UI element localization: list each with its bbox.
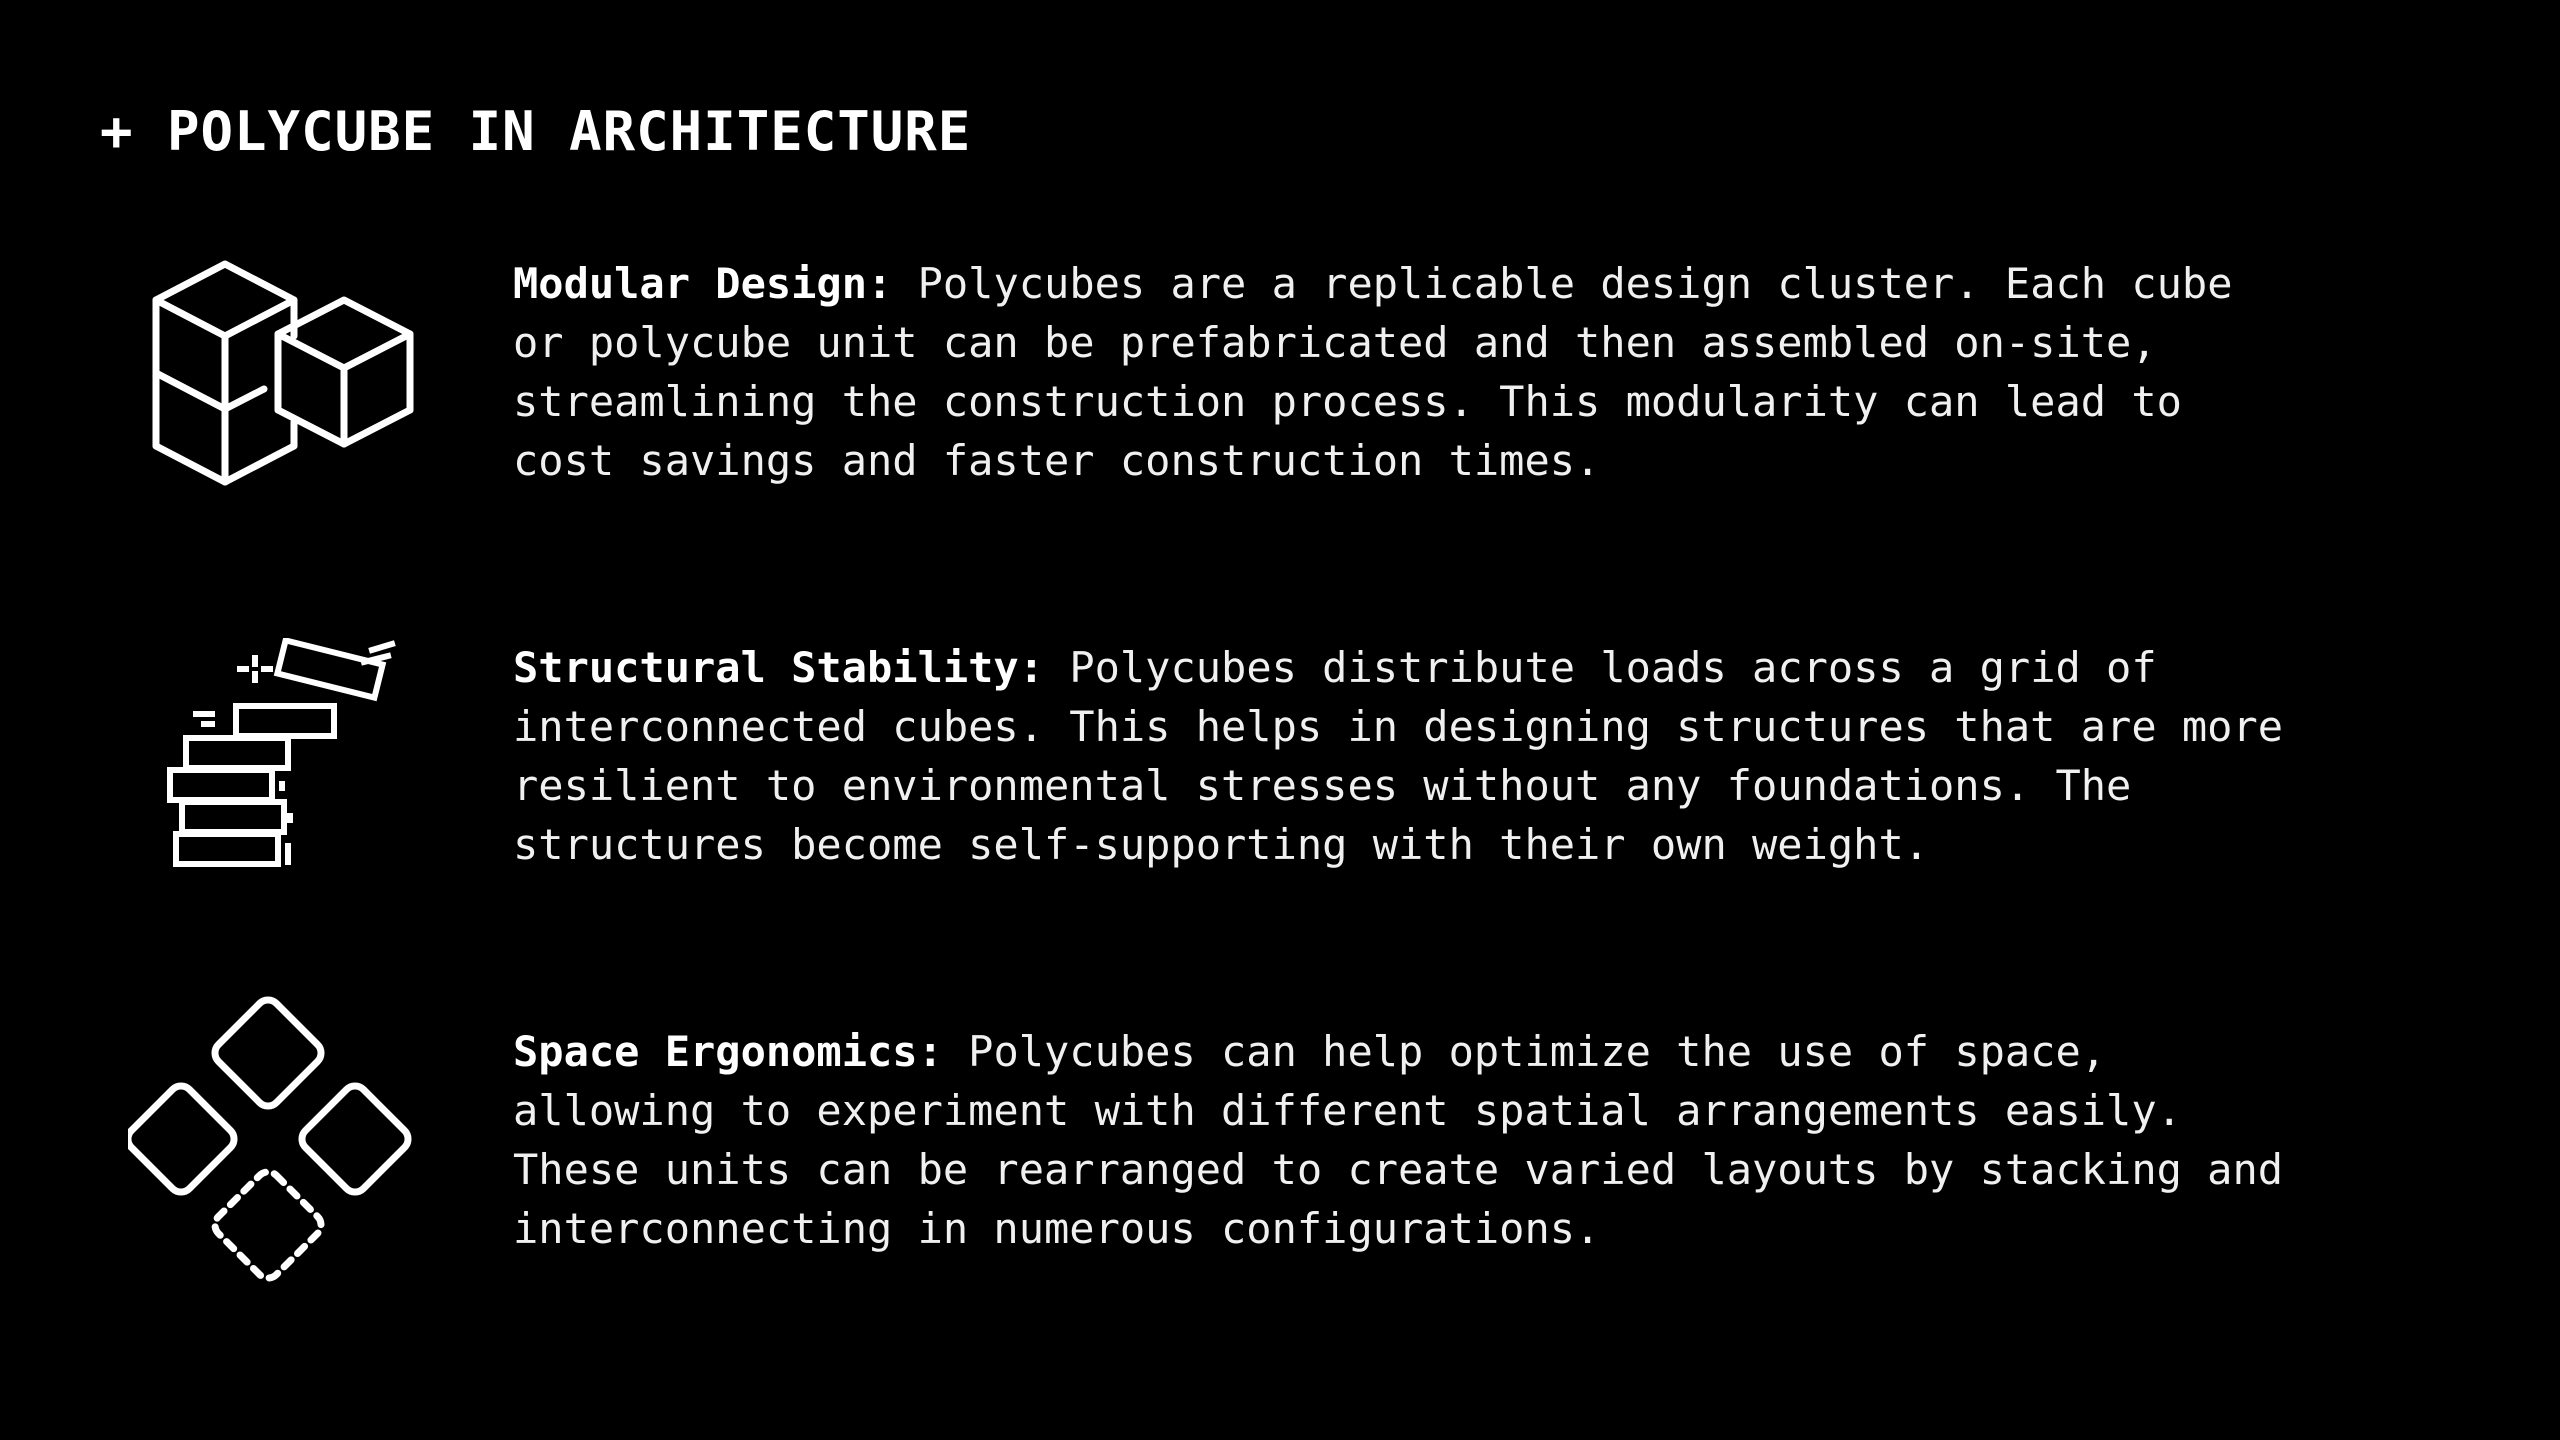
- stacked-blocks-icon: [160, 638, 410, 878]
- slide-title: + POLYCUBE IN ARCHITECTURE: [100, 100, 972, 163]
- structural-stability-text: Structural Stability: Polycubes distribute loads across a grid of interconnected cubes. This helps in designing structures that are more resilient to environmental stresses without any foundations. The structures become self-supporting with their own weight.: [513, 643, 2284, 869]
- modular-cubes-icon: [140, 250, 430, 490]
- modular-design-heading: Modular Design:: [513, 259, 893, 308]
- modular-design-text: Modular Design: Polycubes are a replicable design cluster. Each cube or polycube unit can be prefabricated and then assembled on-site, streamlining the construction process. This modularity can lead to cost savings and faster construction times.: [513, 259, 2233, 485]
- diamond-arrangement-icon: [128, 990, 434, 1296]
- structural-stability-heading: Structural Stability:: [513, 643, 1045, 692]
- space-ergonomics-heading: Space Ergonomics:: [513, 1027, 943, 1076]
- space-ergonomics-text: Space Ergonomics: Polycubes can help optimize the use of space, allowing to experiment with different spatial arrangements easily. These units can be rearranged to create varied layouts by stacking and interconnecting in numerous configurations.: [513, 1027, 2284, 1253]
